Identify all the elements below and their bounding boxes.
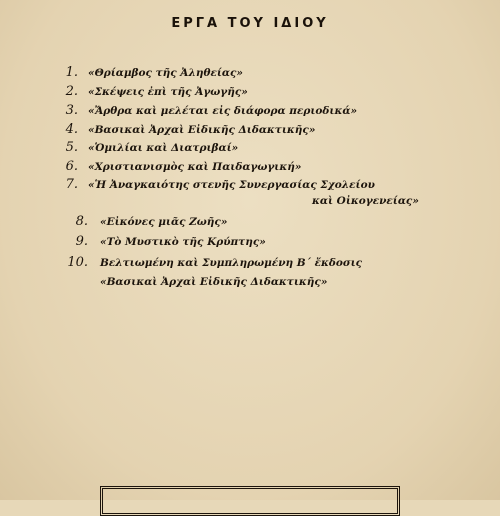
work-title-continued: καὶ Οἰκογενείας»: [312, 195, 419, 207]
work-title: «Εἰκόνες μιᾶς Ζωῆς»: [100, 216, 228, 228]
work-number: 7.: [65, 177, 78, 192]
work-number: 6.: [65, 159, 78, 174]
work-title: Βελτιωμένη καὶ Συμπληρωμένη Β΄ ἔκδοσις: [100, 257, 363, 269]
work-title: «Ὁμιλίαι καὶ Διατριβαί»: [88, 142, 239, 154]
work-title: «Σκέψεις ἐπὶ τῆς Ἀγωγῆς»: [88, 86, 248, 98]
work-title: «Ἄρθρα καὶ μελέται εἰς διάφορα περιοδικά»: [88, 105, 358, 117]
work-number: 4.: [65, 122, 78, 137]
work-number: 2.: [65, 84, 78, 99]
work-number: 9.: [75, 234, 88, 249]
work-number: 3.: [65, 103, 78, 118]
work-title: «Χριστιανισμὸς καὶ Παιδαγωγική»: [88, 161, 302, 173]
work-number: 8.: [75, 214, 88, 229]
work-title: «Θρίαμβος τῆς Ἀληθείας»: [88, 67, 243, 79]
work-number: 10.: [67, 255, 88, 270]
work-title-continued: «Βασικαὶ Ἀρχαὶ Εἰδικῆς Διδακτικῆς»: [100, 276, 328, 288]
work-number: 5.: [65, 140, 78, 155]
work-title: «Βασικαὶ Ἀρχαὶ Εἰδικῆς Διδακτικῆς»: [88, 124, 316, 136]
page-heading: ΕΡΓΑ ΤΟΥ ΙΔΙΟΥ: [171, 16, 329, 31]
decorative-frame: [100, 486, 400, 516]
work-number: 1.: [65, 65, 78, 80]
work-title: «Ἡ Ἀναγκαιότης στενῆς Συνεργασίας Σχολείου: [88, 179, 375, 191]
work-title: «Τὸ Μυστικὸ τῆς Κρύπτης»: [100, 236, 266, 248]
